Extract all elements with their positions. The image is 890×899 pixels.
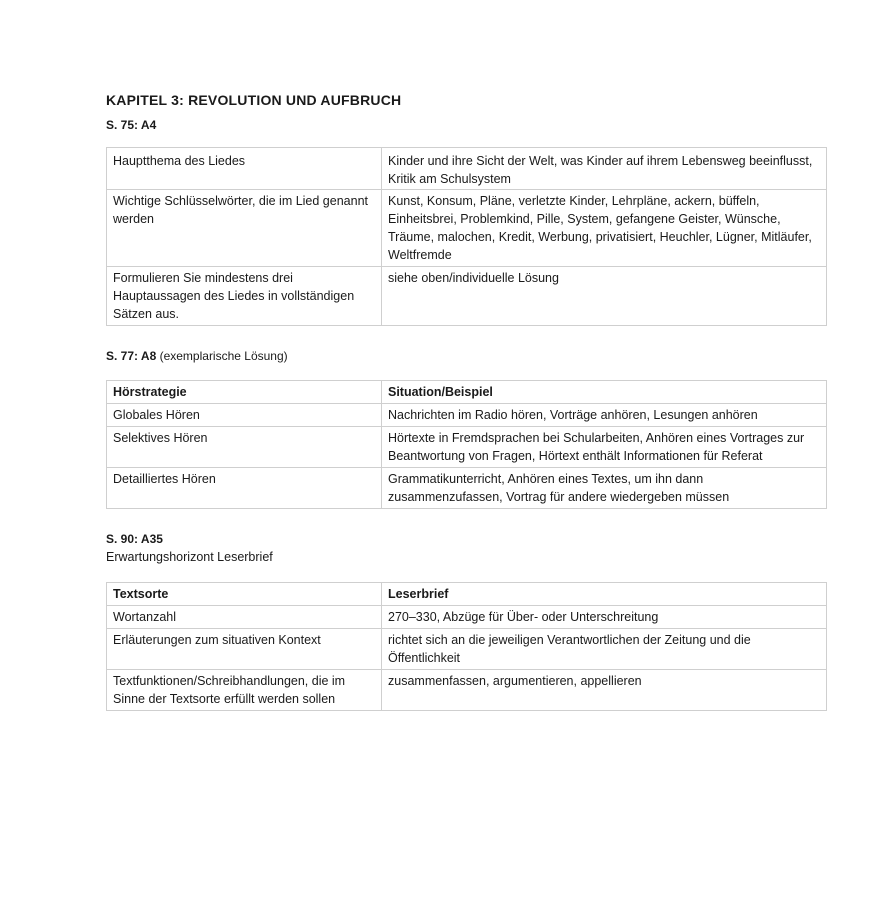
table-cell-left: Wortanzahl [107,606,382,629]
table-cell-left: Erläuterungen zum situativen Kontext [107,629,382,670]
table-song-analysis [106,147,827,326]
chapter-title: KAPITEL 3: REVOLUTION UND AUFBRUCH [106,92,402,108]
table-cell-left: Detailliertes Hören [107,468,382,509]
table-row [107,404,827,427]
table-row [107,606,827,629]
table-cell-right: Grammatikunterricht, Anhören eines Textes, um ihn dann zusammenzufassen, Vortrag für andere wiedergeben müssen [382,468,827,509]
section-label-s77 [106,347,825,365]
section-label-s75 [106,116,825,134]
table-row [107,468,827,509]
section-label-s75-text: S. 75: A4 [106,118,157,132]
table-cell-left: Globales Hören [107,404,382,427]
table-cell-right: Hörtexte in Fremdsprachen bei Schularbeiten, Anhören eines Vortrages zur Beantwortung von Fragen, Hörtext enthält Informationen für Referat [382,427,827,468]
table-reader-letter [106,582,827,711]
table-row [107,629,827,670]
table-header-row [107,381,827,404]
table-cell-right: richtet sich an die jeweiligen Verantwortlichen der Zeitung und die Öffentlichkeit [382,629,827,670]
table-header-right: Leserbrief [382,583,827,606]
section-label-s90-text: S. 90: A35 [106,532,163,546]
section-label-s77-rest: (exemplarische Lösung) [156,349,288,363]
table-cell-right: 270–330, Abzüge für Über- oder Unterschreitung [382,606,827,629]
table-cell-right: Kinder und ihre Sicht der Welt, was Kinder auf ihrem Lebensweg beeinflusst, Kritik am Schulsystem [382,148,827,190]
section-label-s77-bold: S. 77: A8 [106,349,157,363]
table-cell-right: siehe oben/individuelle Lösung [382,267,827,326]
table-header-row [107,583,827,606]
section-subtitle: Erwartungshorizont Leserbrief [106,550,273,564]
table-cell-right: Kunst, Konsum, Pläne, verletzte Kinder, Lehrpläne, ackern, büffeln, Einheitsbrei, Problemkind, Pille, System, gefangene Geister, Wünsche, Träume, malochen, Kredit, Werbung, privatisiert, Heuchler, Lügner, Mitläufer, Weltfremde [382,190,827,267]
table-row [107,190,827,267]
table-row [107,670,827,711]
document-page [106,90,825,711]
table-cell-left: Hauptthema des Liedes [107,148,382,190]
table-row [107,148,827,190]
table-header-left: Hörstrategie [107,381,382,404]
table-listening-strategies [106,380,827,509]
table-row [107,427,827,468]
table-header-left: Textsorte [107,583,382,606]
table-cell-left: Textfunktionen/Schreibhandlungen, die im Sinne der Textsorte erfüllt werden sollen [107,670,382,711]
table-cell-left: Formulieren Sie mindestens drei Hauptaussagen des Liedes in vollständigen Sätzen aus. [107,267,382,326]
section-label-s90 [106,530,825,548]
table-cell-right: zusammenfassen, argumentieren, appellieren [382,670,827,711]
table-row [107,267,827,326]
table-cell-left: Selektives Hören [107,427,382,468]
table-cell-right: Nachrichten im Radio hören, Vorträge anhören, Lesungen anhören [382,404,827,427]
table-cell-left: Wichtige Schlüsselwörter, die im Lied genannt werden [107,190,382,267]
table-header-right: Situation/Beispiel [382,381,827,404]
